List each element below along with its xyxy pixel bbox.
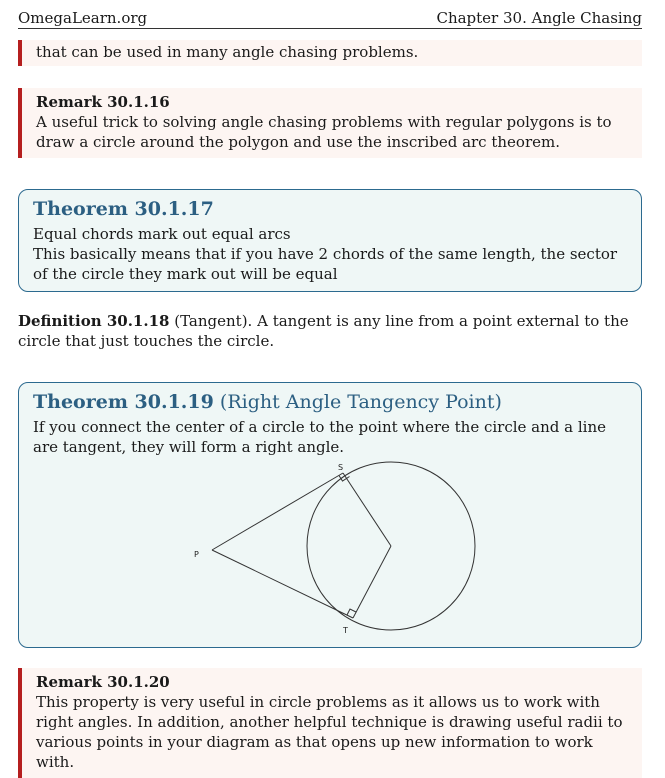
- remark-continuation-text: that can be used in many angle chasing problems.: [36, 43, 419, 61]
- page-header: [18, 6, 642, 29]
- point-t-label: T: [343, 626, 348, 635]
- tangent-diagram: [175, 458, 485, 638]
- radius-ot: [353, 546, 391, 618]
- definition-label: Definition 30.1.18: [18, 312, 170, 330]
- theorem-statement: If you connect the center of a circle to the point where the circle and a line are tangent, they will form a right angle.: [33, 418, 606, 456]
- remark-30-1-20: [18, 668, 642, 778]
- definition-term: (Tangent).: [174, 312, 253, 330]
- theorem-explanation: This basically means that if you have 2 chords of the same length, the sector of the circle they mark out will be equal: [33, 245, 618, 283]
- remark-body: A useful trick to solving angle chasing problems with regular polygons is to draw a circle around the polygon and use the inscribed arc theorem.: [36, 113, 612, 151]
- theorem-statement: Equal chords mark out equal arcs: [33, 225, 291, 243]
- definition-30-1-18: [18, 311, 642, 351]
- theorem-30-1-17: [18, 189, 642, 292]
- remark-body: This property is very useful in circle problems as it allows us to work with right angles. In addition, another helpful technique is drawing useful radii to various points in your diagram as that opens up new information to work with.: [36, 693, 623, 771]
- remark-30-1-16: [18, 88, 642, 158]
- remark-continuation: [18, 40, 642, 66]
- theorem-subtitle: (Right Angle Tangency Point): [219, 391, 502, 413]
- definition-body: A tangent is any line from a point external to the circle that just touches the circle.: [18, 312, 629, 350]
- chapter-title: Chapter 30. Angle Chasing: [436, 9, 642, 27]
- point-p-label: P: [194, 550, 199, 559]
- theorem-number: Theorem 30.1.19: [33, 391, 214, 413]
- theorem-title: [33, 389, 629, 415]
- remark-title: Remark 30.1.20: [36, 673, 170, 691]
- theorem-title: [33, 196, 629, 222]
- tangent-line-ps: [212, 473, 343, 550]
- theorem-number: Theorem 30.1.17: [33, 198, 214, 220]
- site-name: OmegaLearn.org: [18, 9, 148, 27]
- remark-title: Remark 30.1.16: [36, 93, 170, 111]
- point-s-label: S: [338, 463, 344, 472]
- radius-os: [343, 473, 391, 546]
- tangent-line-pt: [212, 550, 353, 618]
